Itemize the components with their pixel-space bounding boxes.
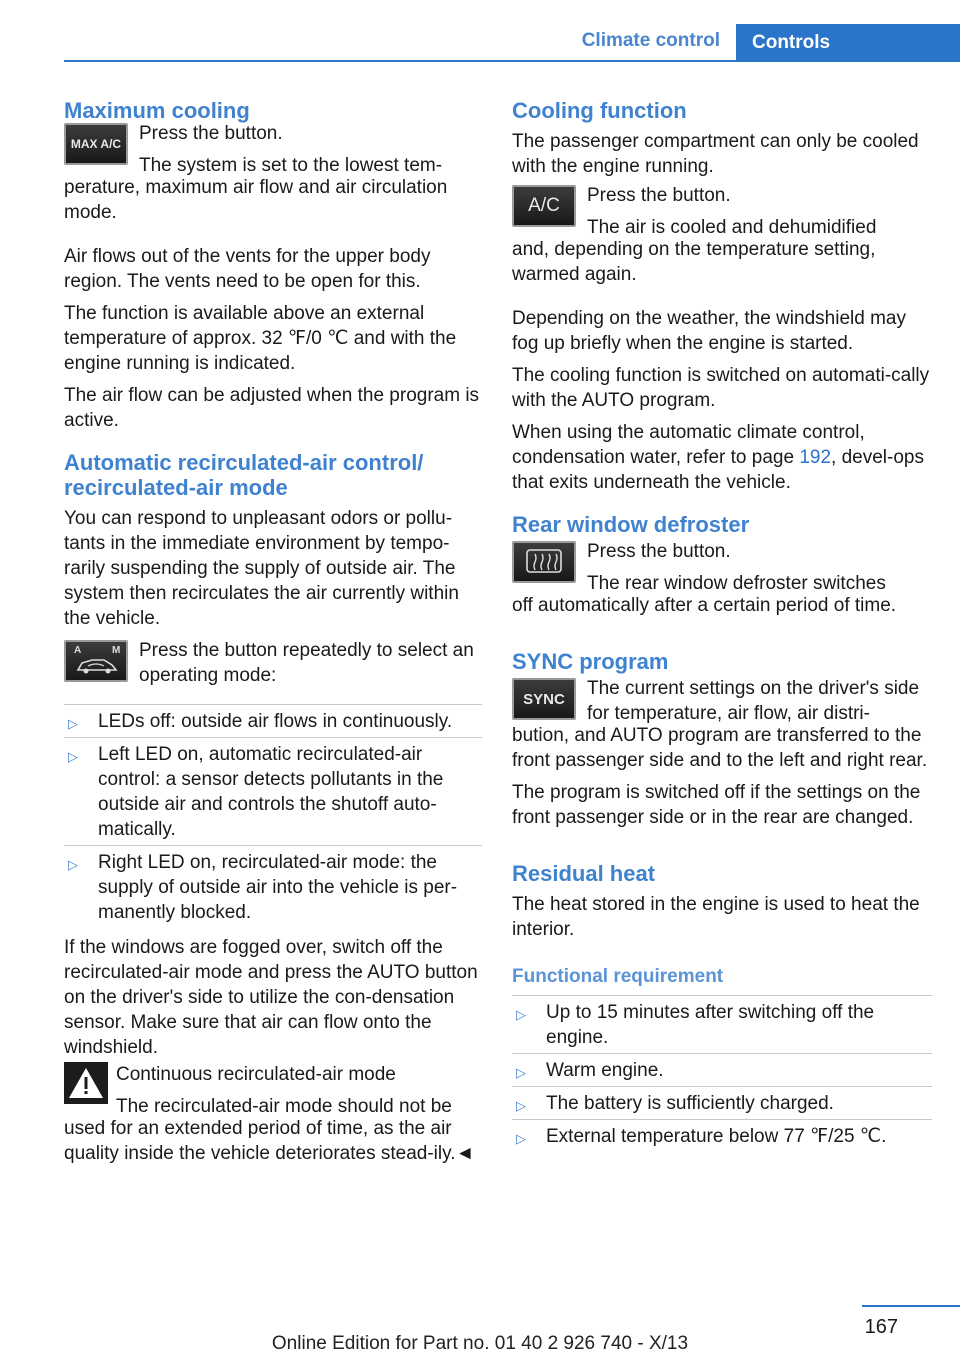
cooling-para-2: Depending on the weather, the windshield may fog up briefly when the engine is started.: [512, 308, 906, 354]
cooling-para-1: The passenger compartment can only be cooled with the engine running.: [512, 131, 919, 177]
ac-row: [512, 183, 932, 240]
heading-cooling-function: Cooling function: [512, 98, 687, 123]
heading-maximum-cooling: Maximum cooling: [64, 98, 250, 123]
sync-button-icon: SYNC: [512, 678, 576, 720]
triangle-bullet-icon: ▷: [516, 1065, 526, 1080]
subheading-functional-requirement: Functional requirement: [512, 966, 724, 987]
defroster-icon: [515, 544, 573, 580]
recirc-press-text: Press the button repeatedly to select an operating mode:: [139, 640, 474, 686]
triangle-bullet-icon: ▷: [68, 749, 78, 764]
heading-recirculated-air: Automatic recirculated-air control/ recirculated-air mode: [64, 450, 424, 500]
cooling-para-3: The cooling function is switched on automati-cally with the AUTO program.: [512, 365, 930, 411]
triangle-bullet-icon: ▷: [516, 1098, 526, 1113]
warning-block: [64, 1062, 482, 1119]
header-tab-controls: [736, 24, 960, 62]
defroster-desc-2: off automatically after a certain period of time.: [512, 595, 897, 616]
ac-button-icon: A/C: [512, 185, 576, 227]
sync-desc-1: The current settings on the driver's side for temperature, air flow, air distri-: [587, 678, 920, 724]
recirc-para-1: You can respond to unpleasant odors or pollu-tants in the immediate environment by tempo-rarily suspending the supply of outside air. The system then recirculates the air currently within the vehicle.: [64, 508, 459, 629]
list-item: ▷ Right LED on, recirculated-air mode: the supply of outside air into the vehicle is per-manently blocked.: [64, 845, 482, 928]
triangle-bullet-icon: ▷: [516, 1007, 526, 1022]
recirc-para-2: If the windows are fogged over, switch off the recirculated-air mode and press the AUTO button on the driver's side to utilize the con-densation sensor. Make sure that air can flow onto the windshield.: [64, 937, 478, 1058]
requirement-list: [512, 995, 932, 1152]
warning-icon: [64, 1062, 108, 1104]
cooling-para-4: When using the automatic climate control, condensation water, refer to page 192, devel-ops that exits underneath the vehicle.: [512, 422, 924, 493]
list-item: ▷ External temperature below 77 ℉/25 ℃.: [512, 1119, 932, 1152]
header-rule: [64, 60, 960, 62]
triangle-bullet-icon: ▷: [516, 1131, 526, 1146]
defroster-desc-1: The rear window defroster switches: [587, 573, 886, 594]
max-ac-para-3: The air flow can be adjusted when the program is active.: [64, 385, 480, 431]
recirc-button-icon: [64, 640, 128, 682]
max-ac-para-2: The function is available above an external temperature of approx. 32 ℉/0 ℃ and with the engine running is indicated.: [64, 303, 457, 374]
triangle-bullet-icon: ▷: [68, 857, 78, 872]
car-recirc-icon: [66, 642, 126, 680]
max-ac-button-icon: MAX A/C: [64, 123, 128, 165]
list-item: ▷ Left LED on, automatic recirculated-air control: a sensor detects pollutants in the outside air and controls the shutoff auto-matically.: [64, 737, 482, 845]
warning-line-1: The recirculated-air mode should not be: [116, 1096, 452, 1117]
ac-desc-2: and, depending on the temperature setting, warmed again.: [512, 239, 876, 285]
header-tab-label: Controls: [752, 32, 831, 53]
ac-press: Press the button.: [587, 185, 731, 206]
heading-residual-heat: Residual heat: [512, 861, 656, 886]
recirc-mode-list: [64, 704, 482, 928]
max-ac-press: Press the button.: [139, 123, 283, 144]
ac-desc-1: The air is cooled and dehumidified: [587, 217, 877, 238]
sync-desc-2: bution, and AUTO program are transferred to the front passenger side and to the left and right rear.: [512, 725, 928, 771]
list-item: ▷ Warm engine.: [512, 1053, 932, 1086]
footer-rule: [862, 1305, 960, 1307]
sync-para-2: The program is switched off if the settings on the front passenger side or in the rear are changed.: [512, 782, 921, 828]
heading-rear-window-defroster: Rear window defroster: [512, 512, 750, 537]
recirc-button-row: [64, 638, 482, 698]
rear-defroster-button-icon: [512, 541, 576, 583]
page-link-192[interactable]: 192: [799, 447, 832, 468]
list-item: ▷ The battery is sufficiently charged.: [512, 1086, 932, 1119]
sync-row: [512, 676, 932, 726]
triangle-bullet-icon: ▷: [68, 716, 78, 731]
footer-edition: Online Edition for Part no. 01 40 2 926 740 - X/13: [271, 1333, 689, 1354]
max-ac-para-1: Air flows out of the vents for the upper body region. The vents need to be open for this.: [64, 246, 431, 292]
list-item: ▷ LEDs off: outside air flows in continuously.: [64, 704, 482, 737]
svg-text:A: A: [74, 645, 82, 656]
header-section-title: Climate control: [581, 30, 720, 51]
max-ac-desc-1: The system is set to the lowest tem-: [139, 155, 443, 176]
svg-text:M: M: [112, 645, 121, 656]
residual-para-1: The heat stored in the engine is used to heat the interior.: [512, 894, 920, 940]
warning-title: Continuous recirculated-air mode: [116, 1064, 396, 1085]
list-item: ▷ Up to 15 minutes after switching off the engine.: [512, 995, 932, 1053]
warning-text: used for an extended period of time, as the air quality inside the vehicle deteriorates stead-ily.◄: [64, 1118, 475, 1164]
page-number: 167: [864, 1316, 898, 1338]
left-column: [64, 98, 482, 1173]
max-ac-row: [64, 121, 482, 178]
defroster-press: Press the button.: [587, 541, 731, 562]
right-column: [512, 98, 932, 1159]
max-ac-desc-2: perature, maximum air flow and air circulation mode.: [64, 177, 448, 223]
defroster-row: [512, 539, 932, 596]
heading-sync-program: SYNC program: [512, 649, 669, 674]
